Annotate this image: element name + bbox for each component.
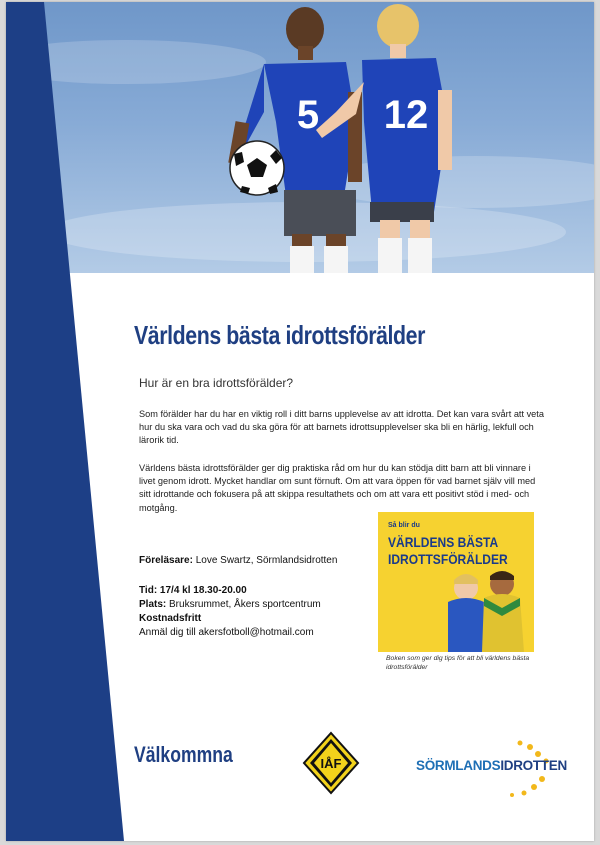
time-text: Tid: 17/4 kl 18.30-20.00 (139, 585, 247, 596)
lecturer-label: Föreläsare: (139, 555, 193, 566)
club-logo-text: IÅF (320, 756, 342, 771)
lecturer-value: Love Swartz, Sörmlandsidrotten (192, 555, 338, 566)
book-cover (378, 512, 534, 652)
book-kicker: Så blir du (388, 522, 420, 529)
soccer-ball-icon (230, 141, 284, 195)
place-label: Plats: (139, 599, 167, 610)
right-jersey-number: 12 (383, 93, 429, 137)
book-caption: Boken som ger dig tips för att bli världens bästa idrottsförälder (386, 655, 530, 671)
page-title: Världens bästa idrottsförälder (134, 320, 426, 350)
description-paragraph: Världens bästa idrottsförälder ger dig praktiska råd om hur du kan stödja ditt barn att bli vinnare i livet genom idrott. Mycket handlar om sunt förnuft. Om att vara öppen för vad barnet själv vill med sitt idrottande och fokusera på att skippa resultathets och om att vara ett positivt stöd i med- och motgång. (139, 463, 536, 513)
place-line (139, 599, 321, 610)
book-title-line1: VÄRLDENS BÄSTA (388, 534, 499, 550)
intro-paragraph: Som förälder har du har en viktig roll i ditt barns upplevelse av att idrotta. Det kan vara svårt att veta hur du ska vara och vad du ska göra för att barnets idrottsupplevelser ska bli en härlig, lekfull och lärorik tid. (139, 409, 544, 446)
left-jersey-number: 5 (296, 93, 320, 137)
book-kids-illustration (378, 568, 534, 652)
side-color-band (6, 2, 126, 841)
book-title-line2: IDROTTSFÖRÄLDER (388, 551, 508, 567)
sormland-part2: IDROTTEN (500, 758, 567, 773)
time-line (139, 585, 247, 596)
cost-line: Kostnadsfritt (139, 613, 202, 624)
sormland-part1: SÖRMLANDS (416, 758, 501, 773)
signup-line[interactable]: Anmäl dig till akersfotboll@hotmail.com (139, 627, 314, 638)
flyer-page (6, 2, 594, 841)
club-logo-icon (302, 731, 360, 795)
lecturer-line (139, 555, 337, 566)
subtitle: Hur är en bra idrottsförälder? (139, 376, 294, 390)
place-value: Bruksrummet, Åkers sportcentrum (166, 599, 321, 610)
welcome-text: Välkommna (134, 742, 233, 767)
sormlandsidrotten-logo (416, 758, 567, 773)
